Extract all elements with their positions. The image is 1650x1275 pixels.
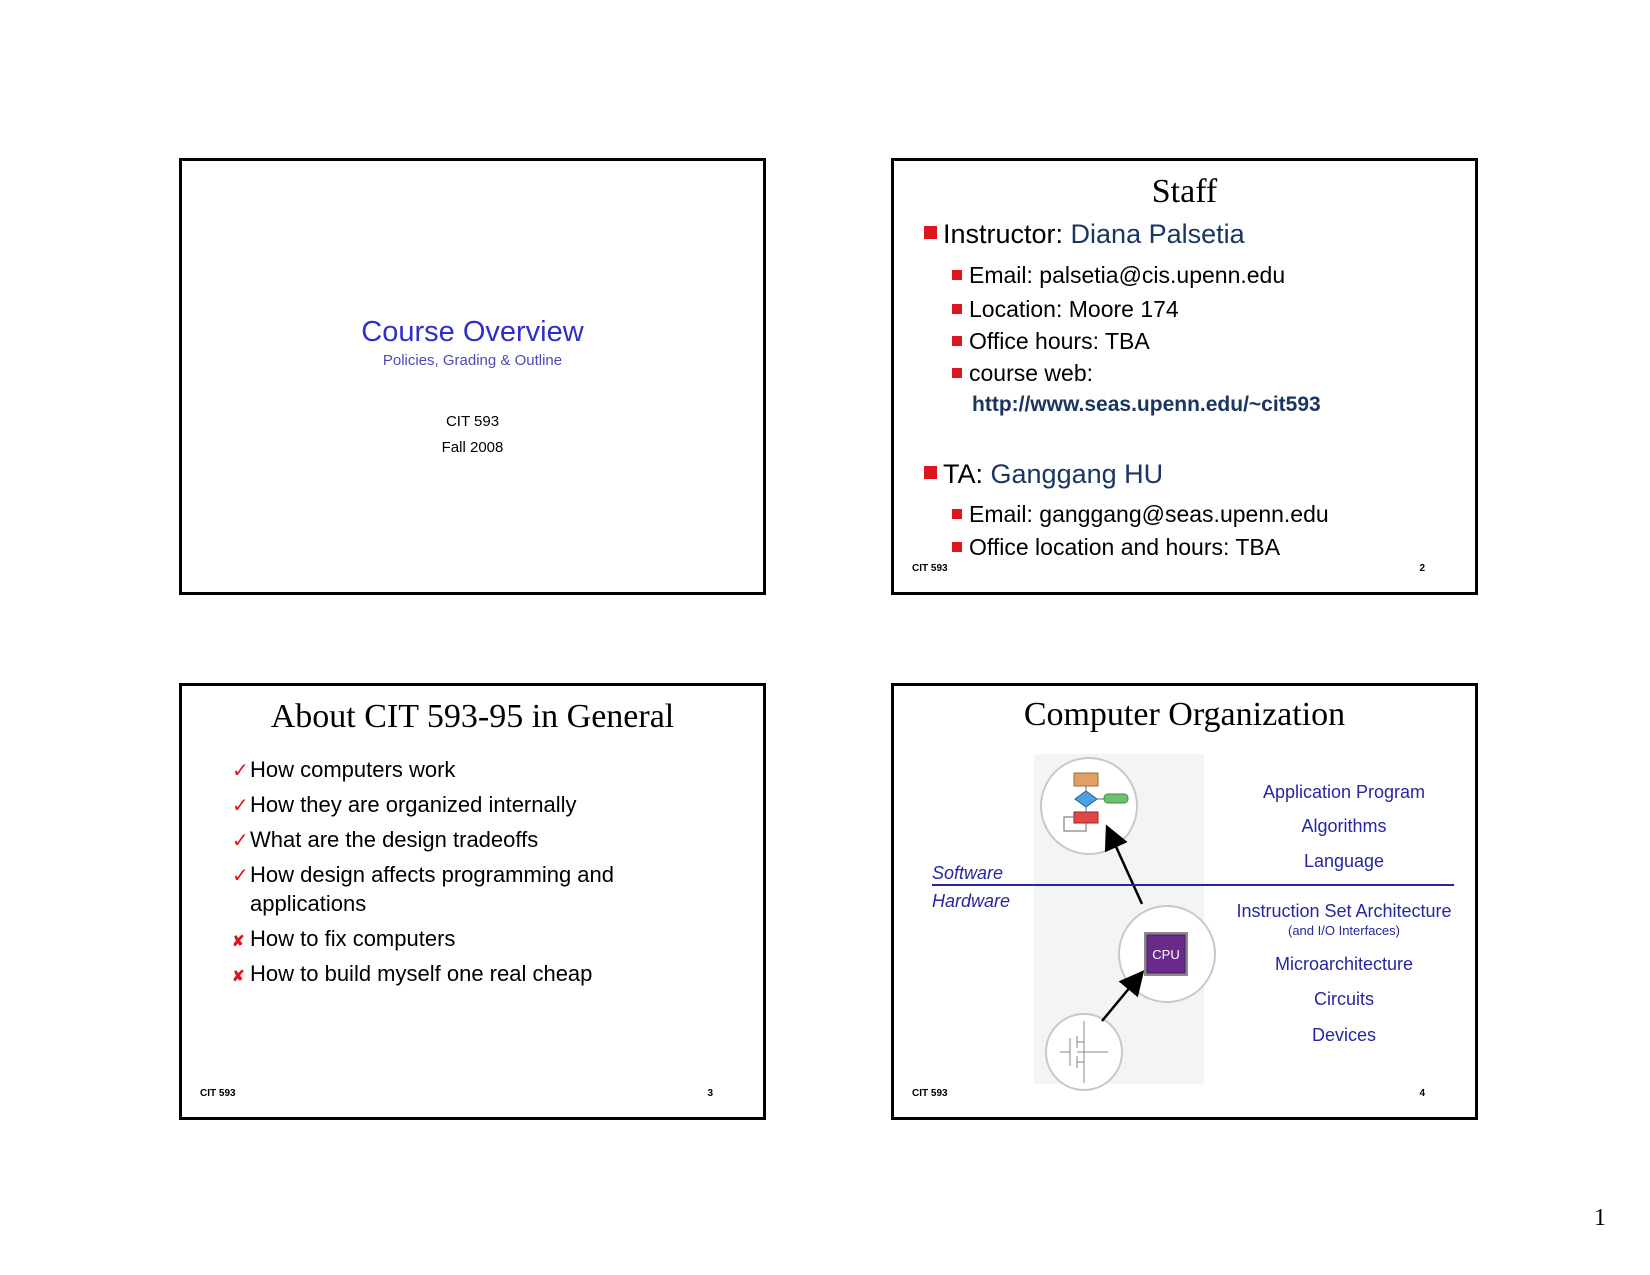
- list-item: [232, 926, 455, 952]
- page-number: 1: [1594, 1205, 1606, 1231]
- slide-footer-course: CIT 593: [912, 563, 948, 574]
- instructor-email: Email: palsetia@cis.upenn.edu: [969, 262, 1286, 288]
- check-icon: ✓: [232, 795, 249, 817]
- square-bullet-icon: [952, 542, 962, 552]
- layer-isa-note: (and I/O Interfaces): [1288, 923, 1400, 938]
- slide-title: Staff: [1151, 173, 1218, 210]
- slide-footer-course: CIT 593: [912, 1088, 948, 1099]
- instructor-office-hours: Office hours: TBA: [969, 328, 1150, 354]
- list-item: [232, 757, 455, 783]
- ta-email: Email: ganggang@seas.upenn.edu: [969, 501, 1329, 527]
- cross-icon: ✘: [232, 933, 245, 950]
- course-term: Fall 2008: [441, 439, 504, 456]
- list-item: [232, 862, 615, 916]
- instructor-location: Location: Moore 174: [969, 296, 1179, 322]
- list-item: [952, 501, 1329, 528]
- square-bullet-icon: [952, 304, 962, 314]
- item-text: How to build myself one real cheap: [250, 961, 593, 986]
- layer-algorithms: Algorithms: [1301, 816, 1387, 836]
- item-text-continuation: applications: [250, 891, 367, 916]
- instructor-name: Diana Palsetia: [1070, 219, 1245, 249]
- slide-number: 2: [1419, 563, 1425, 574]
- slide-title: About CIT 593-95 in General: [270, 698, 675, 735]
- square-bullet-icon: [952, 336, 962, 346]
- transistor-circuit-icon: [1046, 1014, 1122, 1090]
- slide-1-course-overview: [179, 158, 766, 595]
- ta-name: Ganggang HU: [990, 459, 1164, 489]
- item-text: What are the design tradeoffs: [250, 827, 539, 852]
- layer-circuits: Circuits: [1313, 989, 1374, 1009]
- course-code: CIT 593: [445, 413, 500, 430]
- list-item: [952, 534, 1280, 561]
- slide-number: 3: [707, 1088, 713, 1099]
- square-bullet-icon: [924, 226, 937, 239]
- slide-subtitle: Policies, Grading & Outline: [382, 352, 563, 369]
- slide-footer-course: CIT 593: [200, 1088, 236, 1099]
- item-text: How computers work: [250, 757, 456, 782]
- square-bullet-icon: [952, 509, 962, 519]
- list-item: [952, 360, 1093, 387]
- square-bullet-icon: [952, 368, 962, 378]
- layer-language: Language: [1303, 851, 1385, 871]
- cross-icon: ✘: [232, 968, 245, 985]
- check-icon: ✓: [232, 865, 249, 887]
- check-icon: ✓: [232, 760, 249, 782]
- software-label: Software: [932, 863, 1004, 883]
- cpu-label: CPU: [1152, 947, 1180, 962]
- item-text: How to fix computers: [250, 926, 456, 951]
- list-item: [232, 827, 538, 853]
- list-item: [232, 961, 592, 987]
- square-bullet-icon: [952, 270, 962, 280]
- layer-application-program: Application Program: [1262, 782, 1426, 802]
- item-text: How they are organized internally: [250, 792, 577, 817]
- layer-devices: Devices: [1311, 1025, 1377, 1045]
- ta-label: TA:: [943, 459, 991, 489]
- list-item: [952, 296, 1179, 323]
- list-item: [232, 792, 577, 818]
- course-url-link[interactable]: http://www.seas.upenn.edu/~cit593: [972, 393, 1321, 416]
- slide-4-computer-organization: [891, 683, 1478, 1120]
- flowchart-icon: [1041, 758, 1137, 854]
- slide-3-about-course: [179, 683, 766, 1120]
- slide-title: Computer Organization: [1023, 696, 1346, 733]
- check-icon: ✓: [232, 830, 249, 852]
- item-text: How design affects programming and: [250, 862, 615, 887]
- instructor-label: Instructor:: [943, 219, 1071, 249]
- course-web-label: course web:: [969, 360, 1094, 386]
- ta-office: Office location and hours: TBA: [969, 534, 1281, 560]
- slide-title: Course Overview: [361, 316, 584, 348]
- hardware-label: Hardware: [932, 891, 1011, 911]
- layer-isa: Instruction Set Architecture: [1236, 901, 1452, 921]
- instructor-line: [924, 219, 1245, 250]
- slide-number: 4: [1419, 1088, 1425, 1099]
- ta-line: [924, 459, 1163, 490]
- layer-microarchitecture: Microarchitecture: [1274, 954, 1414, 974]
- list-item: [952, 262, 1285, 289]
- square-bullet-icon: [924, 466, 937, 479]
- list-item: [952, 328, 1150, 355]
- slide-2-staff: [891, 158, 1478, 595]
